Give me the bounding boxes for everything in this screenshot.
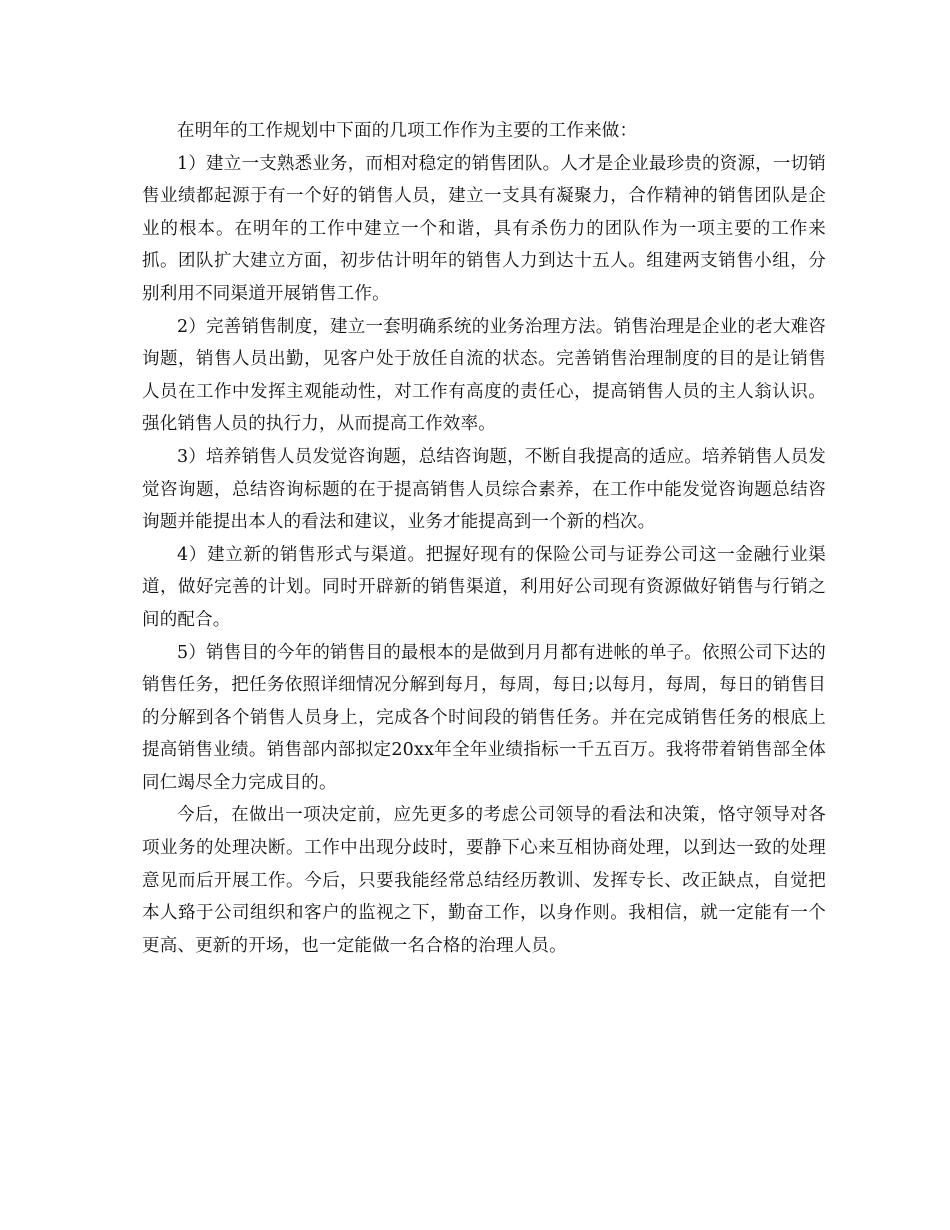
document-body [142,115,826,962]
paragraph-item-1-sales-team: 1）建立一支熟悉业务，而相对稳定的销售团队。人才是企业最珍贵的资源，一切销售业绩都起源于有一个好的销售人员，建立一支具有凝聚力，合作精神的销售团队是企业的根本。在明年的工作中建立一个和谐，具有杀伤力的团队作为一项主要的工作来抓。团队扩大建立方面，初步估计明年的销售人力到达十五人。组建两支销售小组，分别利用不同渠道开展销售工作。 [142,153,826,304]
intro-paragraph: 在明年的工作规划中下面的几项工作作为主要的工作来做： [177,121,638,141]
paragraph-item-3-problem-solving: 3）培养销售人员发觉咨询题，总结咨询题，不断自我提高的适应。培养销售人员发觉咨询题，总结咨询标题的在于提高销售人员综合素养，在工作中能发觉咨询题总结咨询题并能提出本人的看法和建议，业务才能提高到一个新的档次。 [142,446,826,533]
closing-paragraph: 今后，在做出一项决定前，应先更多的考虑公司领导的看法和决策，恪守领导对各项业务的处理决断。工作中出现分歧时，要静下心来互相协商处理，以到达一致的处理意见而后开展工作。今后，只要我能经常总结经历教训、发挥专长、改正缺点，自觉把本人臵于公司组织和客户的监视之下，勤奋工作，以身作则。我相信，就一定能有一个更高、更新的开场，也一定能做一名合格的治理人员。 [142,805,826,956]
paragraph-item-5-sales-targets: 5）销售目的今年的销售目的最根本的是做到月月都有进帐的单子。依照公司下达的销售任务，把任务依照详细情况分解到每月，每周，每日;以每月，每周，每日的销售目的分解到各个销售人员身上，完成各个时间段的销售任务。并在完成销售任务的根底上提高销售业绩。销售部内部拟定20xx年全年业绩指标一千五百万。我将带着销售部全体同仁竭尽全力完成目的。 [142,642,826,793]
paragraph-item-2-sales-system: 2）完善销售制度，建立一套明确系统的业务治理方法。销售治理是企业的老大难咨询题，销售人员出勤，见客户处于放任自流的状态。完善销售治理制度的目的是让销售人员在工作中发挥主观能动性，对工作有高度的责任心，提高销售人员的主人翁认识。强化销售人员的执行力，从而提高工作效率。 [142,316,826,435]
paragraph-item-4-sales-channels: 4）建立新的销售形式与渠道。把握好现有的保险公司与证券公司这一金融行业渠道，做好完善的计划。同时开辟新的销售渠道，利用好公司现有资源做好销售与行销之间的配合。 [142,544,826,630]
